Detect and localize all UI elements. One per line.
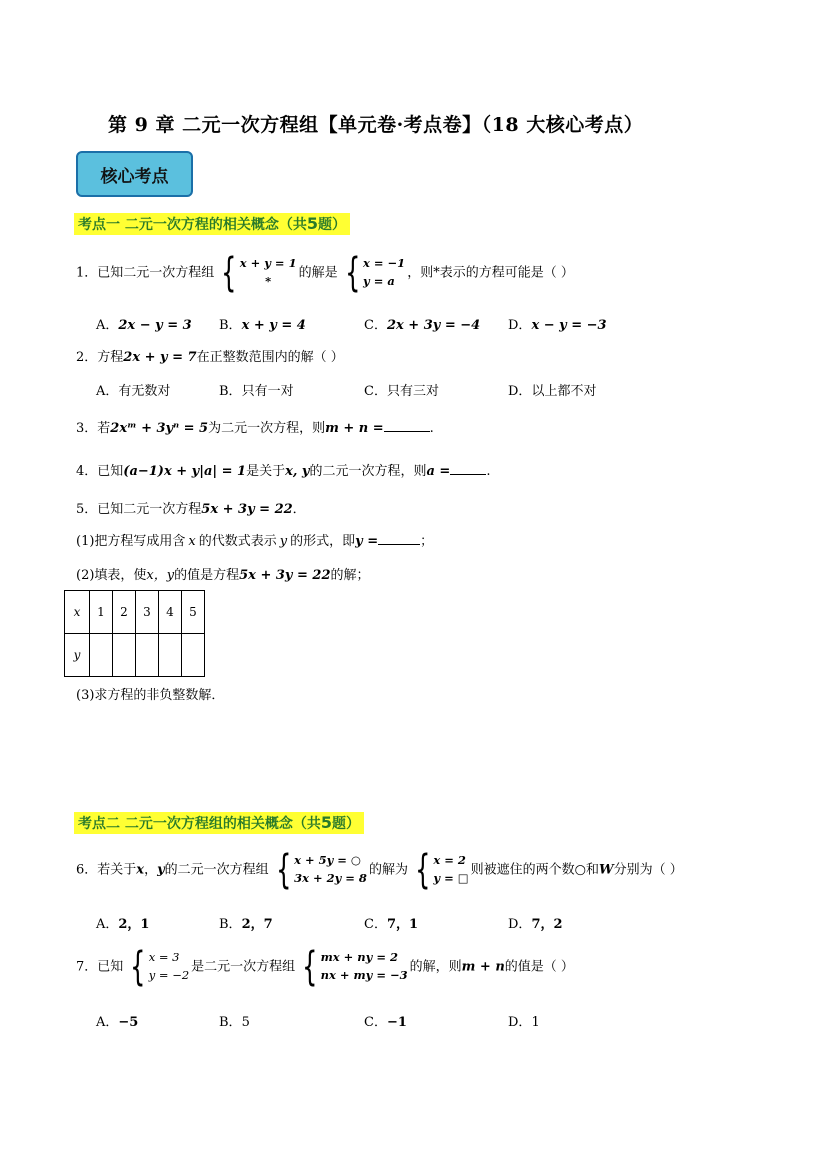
q6-text-pre: 若关于 — [97, 862, 137, 878]
q6-text-post-b: 分别为（ ） — [613, 862, 683, 878]
section-2-count: 5 — [320, 813, 333, 832]
q6-option-c[interactable] — [364, 913, 418, 932]
option-label: B． — [219, 384, 242, 399]
question-5-part-1 — [76, 530, 433, 549]
option-label: C． — [364, 1015, 387, 1030]
q6-sys2-row2: y = □ — [433, 871, 469, 885]
q6-and: 和 — [585, 862, 599, 878]
core-points-badge — [76, 151, 193, 197]
option-label: D． — [508, 384, 532, 399]
q3-number: 3． — [76, 421, 98, 436]
option-label: A． — [96, 917, 119, 932]
q2-option-d[interactable] — [508, 380, 596, 399]
question-3 — [76, 417, 434, 436]
q1-option-d[interactable] — [508, 314, 607, 333]
q7-system-2 — [297, 944, 408, 990]
q1-system-2 — [340, 250, 406, 296]
table-row — [65, 591, 205, 634]
brace-icon: { — [130, 944, 146, 990]
option-expr: 2x + 3y = −4 — [386, 318, 481, 333]
q7-sys2-row1: mx + ny = 2 — [320, 950, 398, 965]
q5-p1-x: x — [188, 534, 196, 549]
q5-p2-pre: (2)填表，使 — [76, 568, 147, 583]
q6-text-post-a: 则被遮住的两个数 — [470, 862, 575, 878]
option-label: A． — [96, 1015, 119, 1030]
q5-p1-mid: 的代数式表示 — [198, 534, 277, 549]
option-label: C． — [364, 384, 387, 399]
q5-p1-expr: y = — [355, 534, 379, 549]
q4-text-mid: 是关于 — [246, 464, 286, 479]
q6-system-2 — [410, 847, 469, 893]
q1-sys2-row1: x = −1 — [363, 256, 406, 271]
q7-option-a[interactable] — [96, 1011, 138, 1030]
q7-text-mid2: 的解，则 — [409, 959, 462, 975]
q7-system-1 — [125, 944, 190, 990]
section-1-suffix: 题） — [318, 217, 347, 233]
q5-value-table — [64, 590, 205, 677]
q5-p1-post: ； — [420, 534, 434, 549]
q5-p2-xy: x，y — [146, 568, 175, 583]
q7-sys2-row2: nx + my = −3 — [320, 968, 408, 982]
q5-p2-post: 的解； — [330, 568, 370, 583]
option-expr: x + y = 4 — [241, 318, 306, 333]
q1-system-1 — [216, 250, 297, 296]
q5-p1-pre: (1)把方程写成用含 — [76, 534, 186, 549]
question-4 — [76, 460, 490, 479]
table-cell: 1 — [90, 591, 113, 634]
q7-text-mid: 是二元一次方程组 — [191, 959, 296, 975]
q5-p1-y: y — [279, 534, 288, 549]
q6-sys1-row1: x + 5y = ○ — [294, 853, 361, 868]
table-cell: 5 — [182, 591, 205, 634]
q3-answer-blank[interactable] — [384, 431, 430, 432]
q7-expr: m + n — [461, 959, 505, 975]
q6-sys1-row2: 3x + 2y = 8 — [294, 871, 367, 885]
option-expr: x − y = −3 — [531, 318, 607, 333]
option-label: D． — [508, 318, 532, 333]
q3-text-pre: 若 — [97, 421, 111, 436]
table-input-cell[interactable] — [113, 634, 136, 677]
q6-text-mid2: 的解为 — [368, 862, 408, 878]
option-label: D． — [508, 917, 532, 932]
table-input-cell[interactable] — [182, 634, 205, 677]
q3-expr: 2xᵐ + 3yⁿ = 5 — [110, 421, 209, 436]
q1-sys1-row2: * — [265, 274, 272, 288]
option-expr: 7，1 — [386, 917, 419, 932]
option-expr: 1 — [531, 1015, 540, 1030]
q6-text-mid: 的二元一次方程组 — [164, 862, 269, 878]
q2-text-post: 在正整数范围内的解（ ） — [196, 350, 344, 365]
q2-expr: 2x + y = 7 — [123, 350, 197, 365]
option-text: 只有三对 — [386, 384, 439, 399]
option-expr: 2x − y = 3 — [118, 318, 192, 333]
q7-number: 7． — [76, 959, 98, 975]
q6-option-d[interactable] — [508, 913, 563, 932]
q6-w-symbol: W — [599, 862, 614, 878]
table-input-cell[interactable] — [90, 634, 113, 677]
q1-option-a[interactable] — [96, 314, 192, 333]
q2-number: 2． — [76, 350, 98, 365]
q7-option-c[interactable] — [364, 1011, 407, 1030]
q4-text-mid2: 的二元一次方程，则 — [309, 464, 427, 479]
brace-icon: { — [344, 250, 360, 296]
q6-circle-symbol: ○ — [574, 862, 586, 878]
q5-text-post: ． — [292, 502, 306, 517]
q6-option-a[interactable] — [96, 913, 149, 932]
q7-sys1-row2: y = −2 — [148, 968, 190, 982]
core-points-label: 核心考点 — [100, 166, 169, 187]
q6-number: 6． — [76, 862, 98, 878]
question-2 — [76, 346, 344, 365]
q1-text-post: ，则*表示的方程可能是（ ） — [407, 265, 574, 281]
option-label: C． — [364, 318, 387, 333]
q6-x: x — [136, 862, 145, 878]
q4-vars: x, y — [285, 464, 310, 479]
table-row — [65, 634, 205, 677]
option-expr: 2，1 — [118, 917, 150, 932]
brace-icon: { — [221, 250, 237, 296]
brace-icon: { — [275, 847, 292, 893]
section-2-prefix: 考点二 二元一次方程组的相关概念（共 — [78, 816, 321, 832]
q5-text-pre: 已知二元一次方程 — [97, 502, 202, 517]
table-cell: 4 — [159, 591, 182, 634]
option-expr: −1 — [386, 1015, 407, 1030]
section-2-suffix: 题） — [332, 816, 361, 832]
question-7 — [76, 944, 574, 990]
q1-sys2-row2: y = a — [363, 274, 395, 288]
q6-system-1 — [271, 847, 367, 893]
q4-text-post: . — [486, 464, 491, 479]
q1-option-c[interactable] — [364, 314, 480, 333]
table-header-y: y — [65, 634, 90, 677]
q1-number: 1． — [76, 265, 98, 281]
q2-option-c[interactable] — [364, 380, 439, 399]
q5-number: 5． — [76, 502, 98, 517]
brace-icon: { — [302, 944, 318, 990]
q3-text-mid: 为二元一次方程，则 — [208, 421, 326, 436]
option-text: 以上都不对 — [531, 384, 597, 399]
q5-p1-mid2: 的形式，即 — [290, 534, 356, 549]
option-text: 只有一对 — [241, 384, 294, 399]
section-1-count: 5 — [306, 214, 319, 233]
q6-sys2-row1: x = 2 — [433, 853, 466, 868]
q7-text-pre: 已知 — [97, 959, 124, 975]
table-cell: 2 — [113, 591, 136, 634]
section-heading-2 — [74, 812, 364, 834]
q4-answer-blank[interactable] — [450, 474, 486, 475]
question-5-part-2 — [76, 564, 370, 583]
question-1 — [76, 250, 574, 296]
option-expr: −5 — [118, 1015, 139, 1030]
table-input-cell[interactable] — [159, 634, 182, 677]
q7-option-b[interactable] — [219, 1011, 250, 1030]
option-label: B． — [219, 917, 242, 932]
option-expr: 5 — [241, 1015, 250, 1030]
section-1-prefix: 考点一 二元一次方程的相关概念（共 — [78, 217, 307, 233]
q1-sys1-row1: x + y = 1 — [239, 256, 297, 271]
table-cell: 3 — [136, 591, 159, 634]
option-label: A． — [96, 318, 119, 333]
q1-text-mid: 的解是 — [298, 265, 338, 281]
q7-option-d[interactable] — [508, 1011, 540, 1030]
option-text: 有无数对 — [118, 384, 171, 399]
option-label: C． — [364, 917, 387, 932]
q5-p2-mid: 的值是方程 — [174, 568, 240, 583]
q6-option-b[interactable] — [219, 913, 273, 932]
q3-expr2: m + n = — [325, 421, 384, 436]
option-label: D． — [508, 1015, 532, 1030]
q7-text-post: 的值是（ ） — [504, 959, 574, 975]
q4-expr: (a−1)x + y|a| = 1 — [123, 464, 247, 479]
option-expr: 2，7 — [241, 917, 273, 932]
q4-expr2: a = — [426, 464, 451, 479]
table-input-cell[interactable] — [136, 634, 159, 677]
option-label: B． — [219, 1015, 242, 1030]
option-expr: 7，2 — [531, 917, 563, 932]
q6-y: y — [157, 862, 165, 878]
question-5 — [76, 498, 306, 517]
question-6 — [76, 847, 683, 893]
q7-sys1-row1: x = 3 — [148, 950, 180, 965]
q1-option-b[interactable] — [219, 314, 306, 333]
q2-option-a[interactable] — [96, 380, 170, 399]
q5-expr: 5x + 3y = 22 — [201, 502, 293, 517]
option-label: B． — [219, 318, 242, 333]
q1-text-pre: 已知二元一次方程组 — [97, 265, 215, 281]
q4-text-pre: 已知 — [97, 464, 124, 479]
q5-p1-answer-blank[interactable] — [378, 544, 420, 545]
q5-p2-expr: 5x + 3y = 22 — [239, 568, 331, 583]
brace-icon: { — [415, 847, 431, 893]
q6-comma: ， — [144, 862, 158, 878]
q3-text-post: . — [429, 421, 434, 436]
page-title: 第 9 章 二元一次方程组【单元卷·考点卷】（18 大核心考点） — [108, 114, 644, 136]
q2-option-b[interactable] — [219, 380, 294, 399]
q2-text-pre: 方程 — [97, 350, 124, 365]
question-5-part-3: (3)求方程的非负整数解． — [76, 688, 225, 703]
q4-number: 4． — [76, 464, 98, 479]
option-label: A． — [96, 384, 119, 399]
table-header-x: x — [65, 591, 90, 634]
section-heading-1 — [74, 213, 350, 235]
